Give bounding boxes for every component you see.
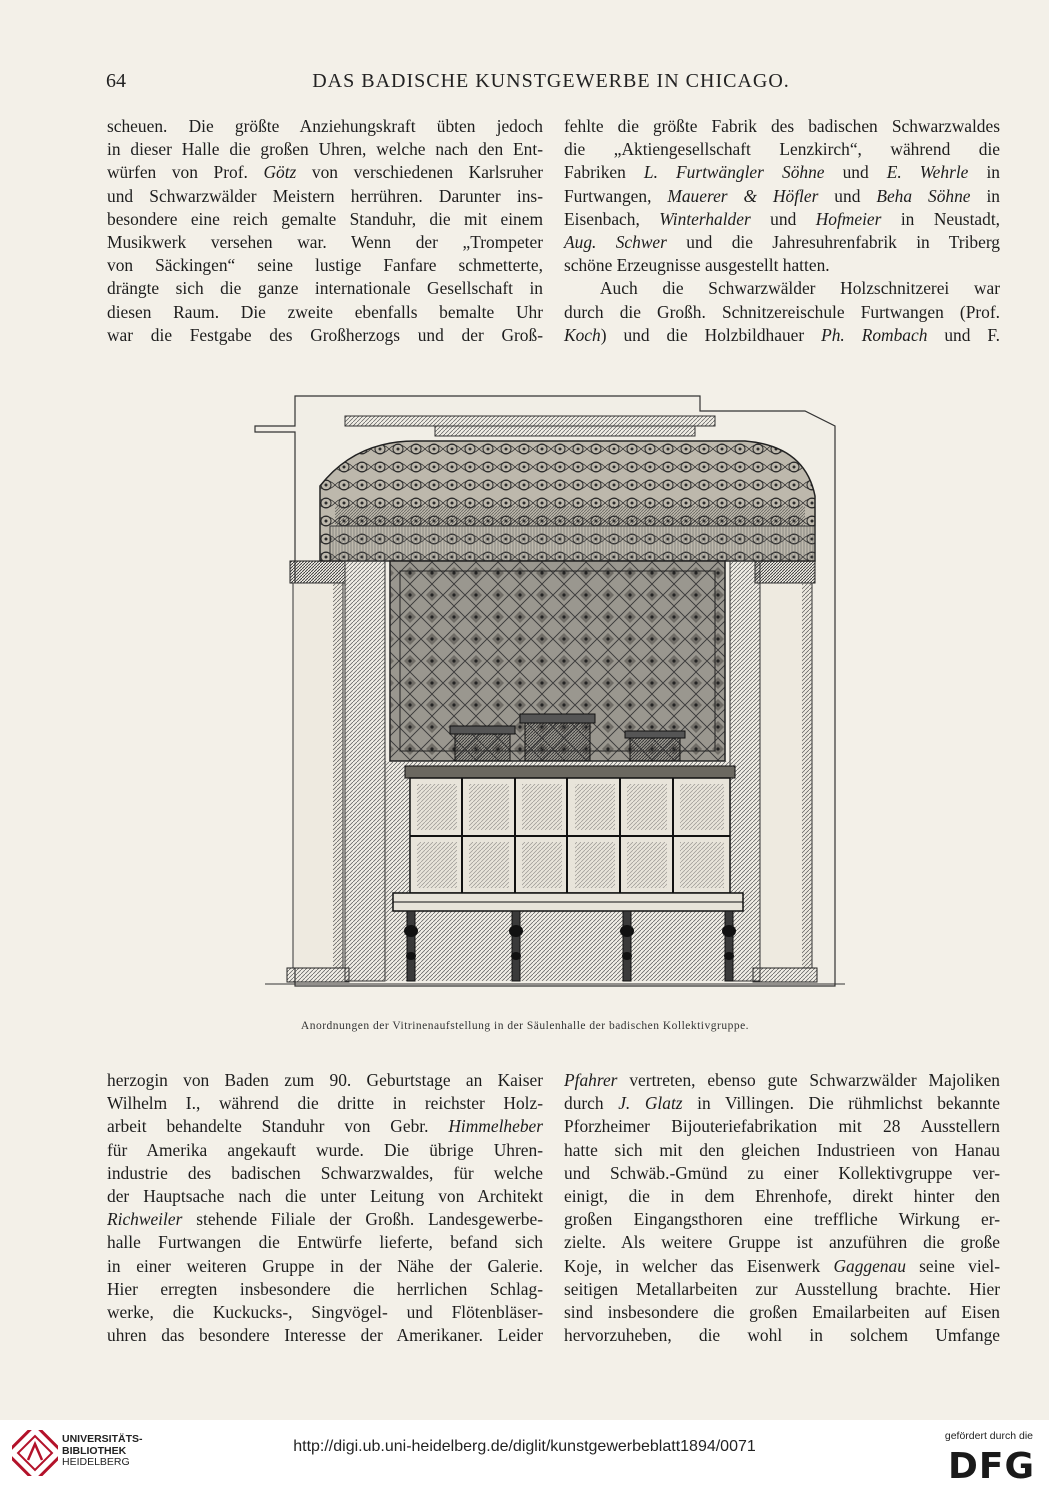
vitrine-illustration <box>245 386 845 1001</box>
text-line: fehlte die größte Fabrik des badischen Schwarzwaldes <box>564 116 1000 136</box>
text-line: scheuen. Die größte Anziehungskraft übten jedoch <box>107 116 543 136</box>
permalink-url[interactable]: http://digi.ub.uni-heidelberg.de/diglit/kunstgewerbeblatt1894/0071 <box>293 1438 756 1455</box>
text-line: sind insbesondere die großen Emailarbeiten auf Eisen <box>564 1302 1000 1323</box>
library-line: HEIDELBERG <box>62 1456 130 1468</box>
text-line: in dieser Halle die großen Uhren, welche nach den Ent- <box>107 139 543 160</box>
running-title: DAS BADISCHE KUNSTGEWERBE IN CHICAGO. <box>312 70 790 92</box>
text-line: Koch) und die Holzbildhauer Ph. Rombach und F. <box>564 324 1000 345</box>
funding-note: gefördert durch die <box>944 1430 1033 1442</box>
text-line: Furtwangen, Mauerer & Höfler und Beha Söhne in <box>564 185 1000 206</box>
text-line: Richweiler stehende Filiale der Großh. Landesgewerbe- <box>107 1209 543 1230</box>
library-line: UNIVERSITÄTS- <box>62 1433 143 1445</box>
text-line: hatte sich mit den gleichen Industrieen von Hanau <box>564 1139 1000 1160</box>
text-line: würfen von Prof. Götz von verschiedenen Karlsruher <box>107 162 543 183</box>
figure-caption: Anordnungen der Vitrinenaufstellung in der Säulenhalle der badischen Kollektivgruppe. <box>300 1020 750 1032</box>
text-column-bottom-right <box>564 1069 1000 1347</box>
text-line: Wilhelm I., während die dritte in reichster Holz- <box>107 1093 543 1114</box>
text-line: und Schwarzwälder Meistern herrühren. Darunter ins- <box>107 185 543 206</box>
dfg-logo: DFG <box>947 1446 1035 1487</box>
text-line: halle Furtwangen die Entwürfe lieferte, befand sich <box>107 1232 543 1253</box>
text-line: hervorzuheben, die wohl in solchem Umfange <box>564 1325 1000 1346</box>
text-line: durch J. Glatz in Villingen. Die rühmlichst bekannte <box>564 1093 1000 1114</box>
text-line: die „Aktiengesellschaft Lenzkirch“, während die <box>564 139 1000 160</box>
text-line: schöne Erzeugnisse ausgestellt hatten. <box>564 255 830 276</box>
text-line: diesen Raum. Die zweite ebenfalls bemalte Uhr <box>107 301 543 322</box>
text-line: zielte. Als weitere Gruppe ist anzuführen die große <box>564 1232 1000 1253</box>
text-line: drängte sich die ganze internationale Gesellschaft in <box>107 278 543 299</box>
text-line: besondere eine reich gemalte Standuhr, die mit einem <box>107 208 543 229</box>
text-line: war die Festgabe des Großherzogs und der Groß- <box>107 324 543 345</box>
text-line: Eisenbach, Winterhalder und Hofmeier in Neustadt, <box>564 208 1000 229</box>
text-line: Pfahrer vertreten, ebenso gute Schwarzwälder Majoliken <box>564 1070 1000 1090</box>
text-line: und Schwäb.-Gmünd zu einer Kollektivgruppe ver- <box>564 1162 1000 1183</box>
text-line: für Amerika angekauft wurde. Die übrige Uhren- <box>107 1139 543 1160</box>
text-line: einigt, die in dem Ehrenhofe, direkt hinter den <box>564 1186 1000 1207</box>
text-column-top-left <box>107 115 543 347</box>
running-header <box>106 70 996 100</box>
text-line: von Säckingen“ seine lustige Fanfare schmetterte, <box>107 255 543 276</box>
text-line: Koje, in welcher das Eisenwerk Gaggenau seine viel- <box>564 1255 1000 1276</box>
text-line: Musikwerk versehen war. Wenn der „Trompeter <box>107 232 543 253</box>
text-line: werke, die Kuckucks-, Singvögel- und Flötenbläser- <box>107 1302 543 1323</box>
text-line: Fabriken L. Furtwängler Söhne und E. Wehrle in <box>564 162 1001 183</box>
text-line: Hier erregten insbesondere die herrlichen Schlag- <box>107 1278 543 1299</box>
text-column-bottom-left <box>107 1069 543 1347</box>
text-line: der Hauptsache nach die unter Leitung von Architekt <box>107 1186 543 1207</box>
text-line: herzogin von Baden zum 90. Geburtstage an Kaiser <box>107 1070 543 1090</box>
text-line: großen Eingangsthoren eine treffliche Wirkung er- <box>564 1209 1000 1230</box>
text-line: durch die Großh. Schnitzereischule Furtwangen (Prof. <box>564 301 1000 322</box>
text-line: Aug. Schwer und die Jahresuhrenfabrik in Triberg <box>564 232 1000 253</box>
text-line: arbeit behandelte Standuhr von Gebr. Himmelheber <box>107 1116 543 1137</box>
text-column-top-right <box>564 115 1000 347</box>
library-line: BIBLIOTHEK <box>62 1444 127 1457</box>
text-line: Pforzheimer Bijouteriefabrikation mit 28 Ausstellern <box>564 1116 1000 1137</box>
text-line: industrie des badischen Schwarzwaldes, für welche <box>107 1162 543 1183</box>
page-number: 64 <box>106 70 126 92</box>
text-line: Auch die Schwarzwälder Holzschnitzerei war <box>600 278 1000 299</box>
viewer-footer <box>0 1420 1049 1495</box>
text-line: uhren das besondere Interesse der Amerikaner. Leider <box>107 1325 543 1346</box>
text-line: seitigen Metallarbeiten zur Ausstellung brachte. Hier <box>564 1278 1000 1299</box>
text-line: in einer weiteren Gruppe in der Nähe der Galerie. <box>107 1255 543 1276</box>
